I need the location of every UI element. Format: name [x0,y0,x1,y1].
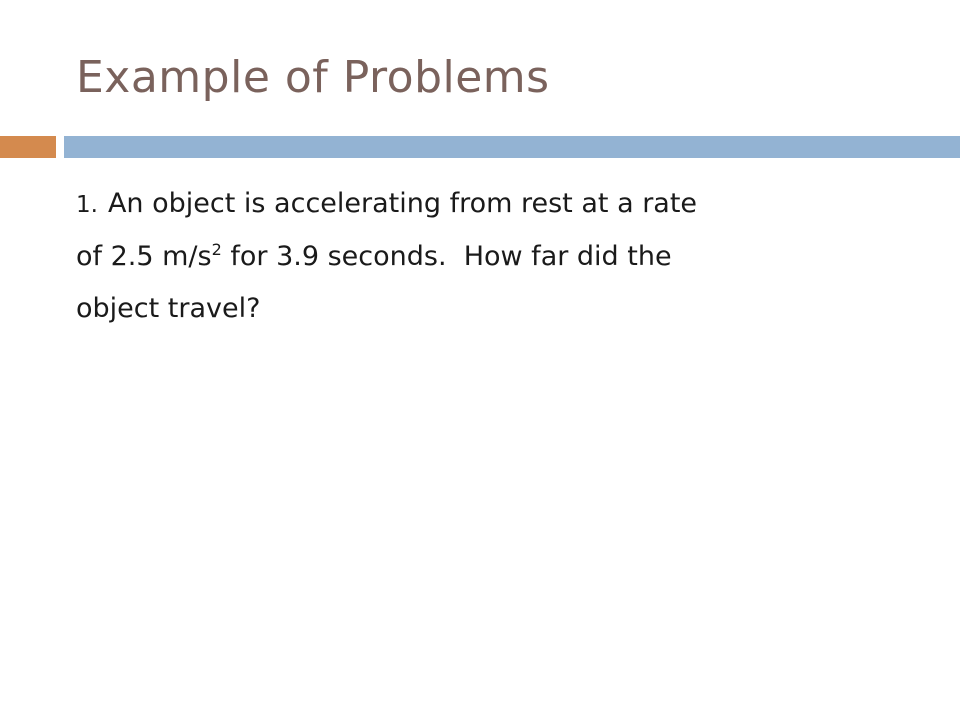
problem-line-1-text: An object is accelerating from rest at a rate [107,188,698,219]
problem-text [76,178,916,335]
problem-line-2-end: for 3.9 seconds. How far did the [221,241,672,272]
problem-line-2-start: of 2.5 m/s [76,241,212,272]
slide-title: Example of Problems [76,52,550,103]
problem-number: 1. [76,192,98,218]
problem-line-2 [76,231,916,283]
exponent: 2 [211,240,222,259]
title-accent-bar [0,136,56,158]
title-divider-bar [64,136,960,158]
problem-line-1 [76,178,916,231]
problem-line-3: object travel? [76,293,261,324]
